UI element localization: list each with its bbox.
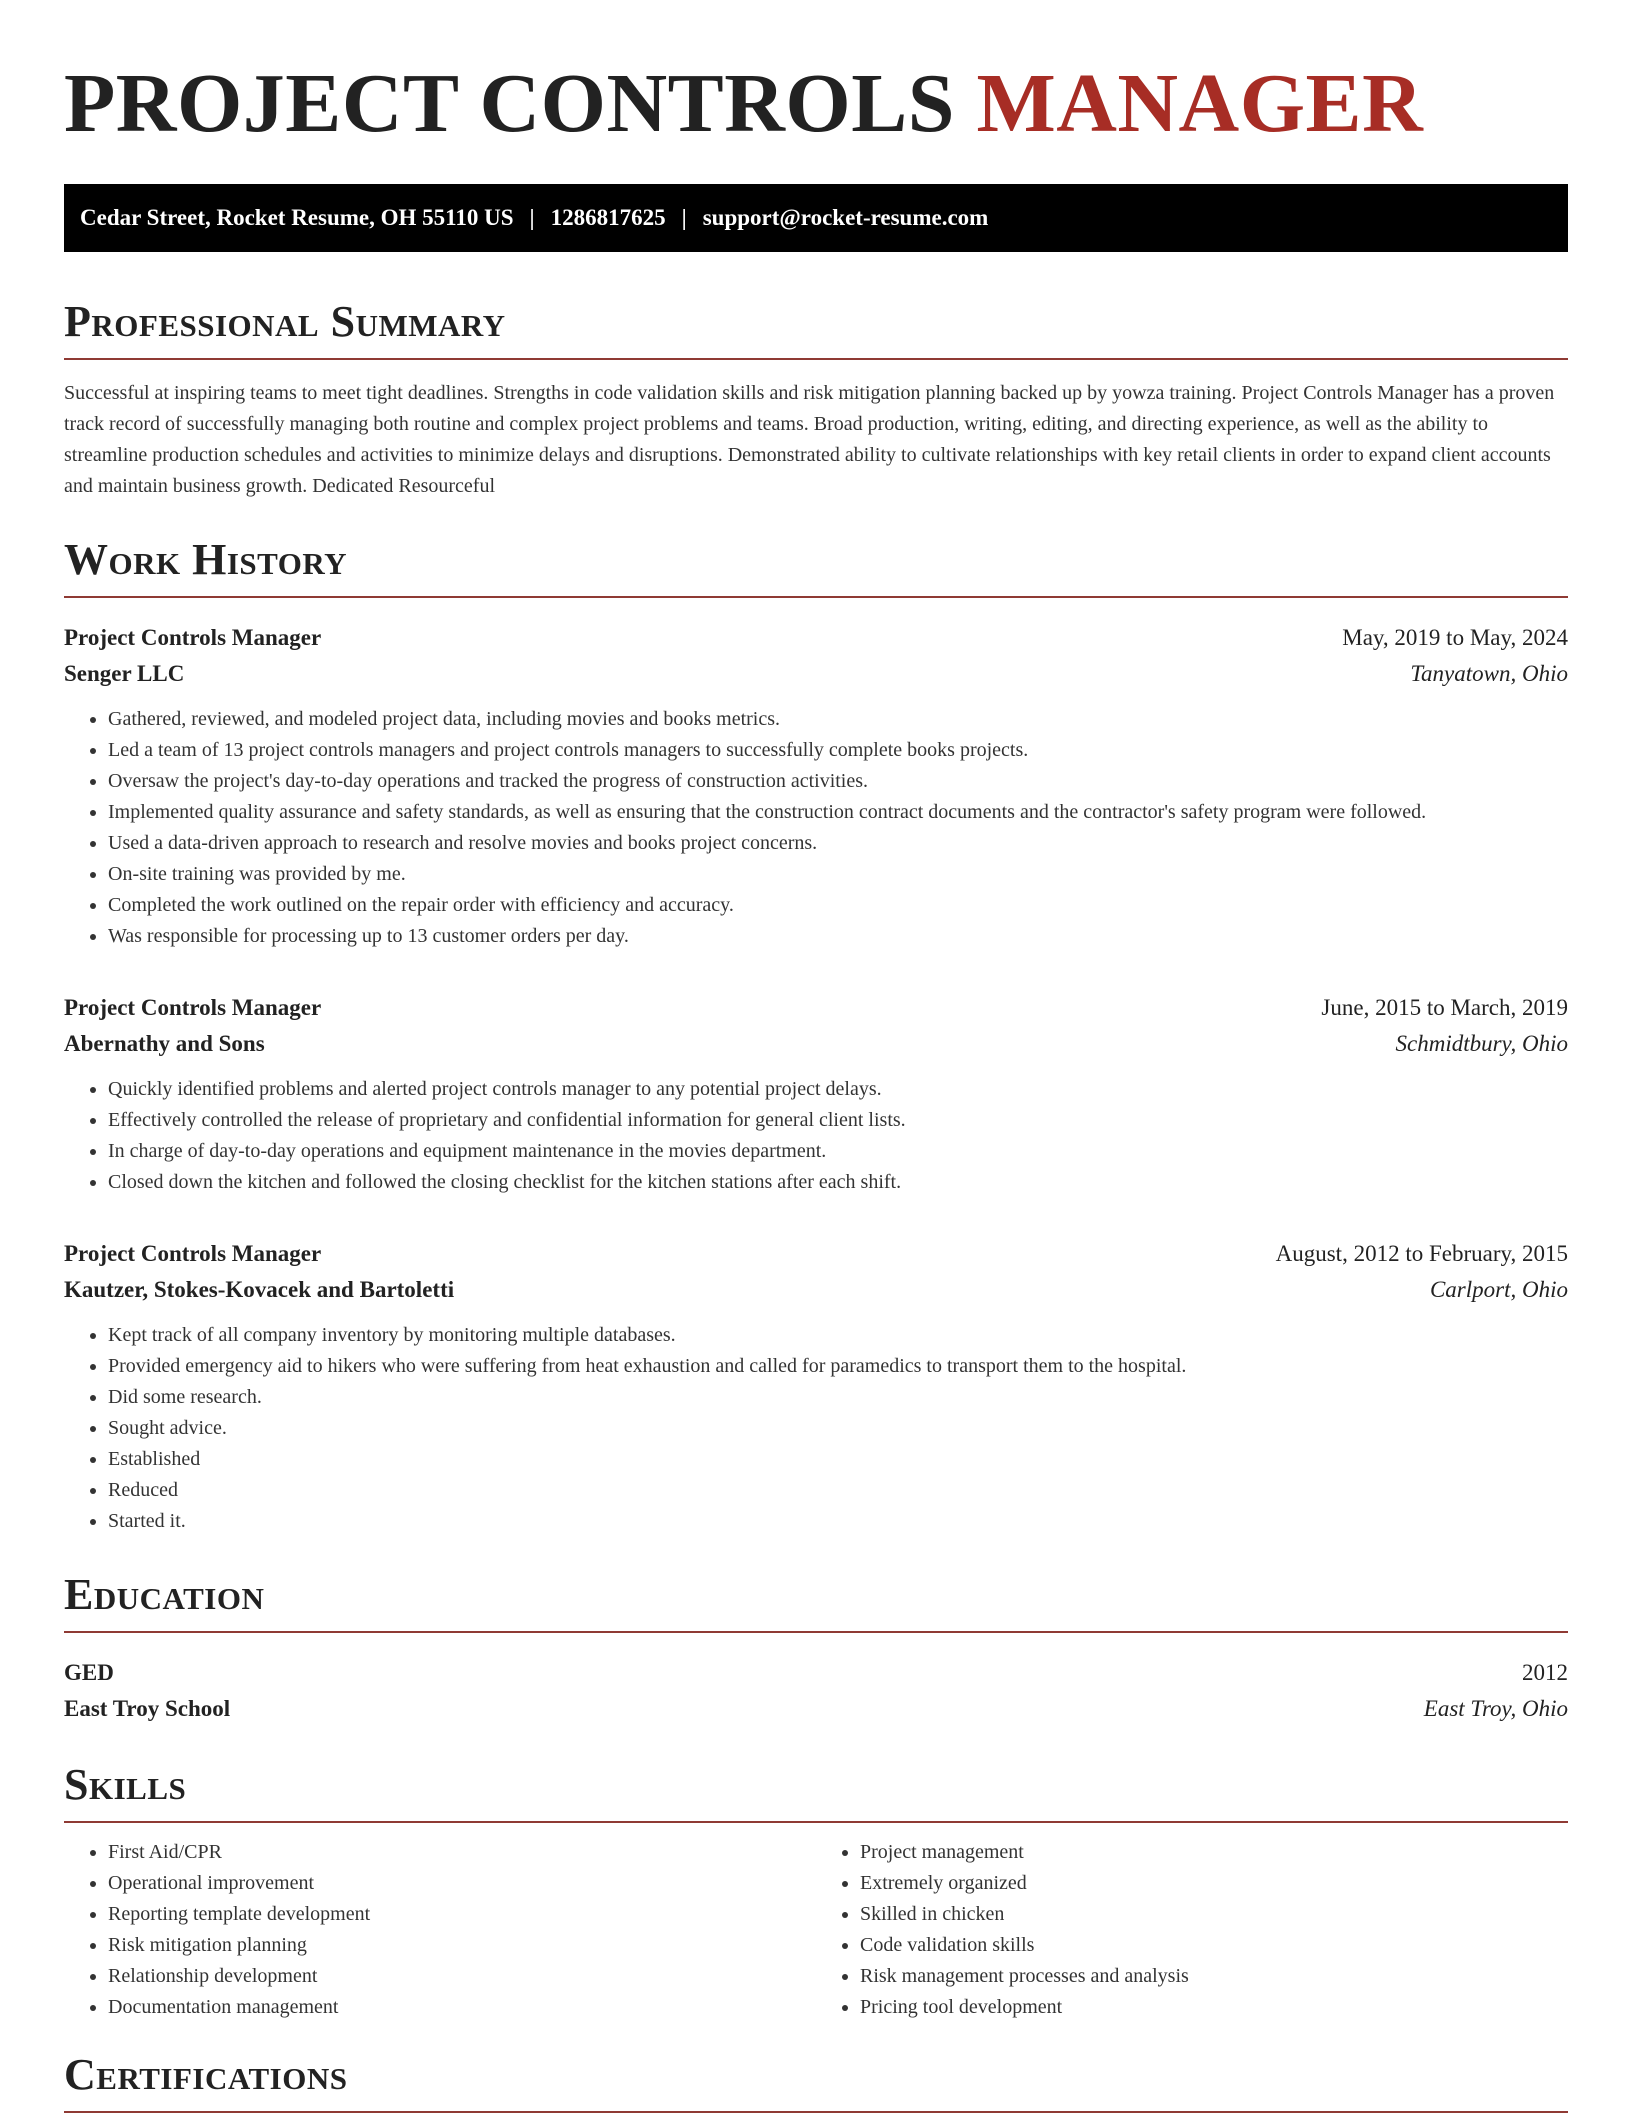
skill-item: • Project management bbox=[860, 1837, 1568, 1868]
job-bullet: • Effectively controlled the release of proprietary and confidential information for general client lists. bbox=[108, 1105, 1568, 1136]
job-dates: May, 2019 to May, 2024 bbox=[1342, 625, 1568, 650]
job-bullets bbox=[64, 704, 1568, 952]
skill-item: • Relationship development bbox=[108, 1961, 816, 1992]
contact-phone: 1286817625 bbox=[550, 205, 666, 230]
work-history-section bbox=[64, 532, 1568, 1537]
job-bullet: • Started it. bbox=[108, 1506, 1568, 1537]
resume-name bbox=[64, 52, 1568, 156]
skill-item: • Pricing tool development bbox=[860, 1992, 1568, 2023]
job-row-title bbox=[64, 990, 1568, 1026]
skill-item: • Reporting template development bbox=[108, 1899, 816, 1930]
job-bullet: • In charge of day-to-day operations and equipment maintenance in the movies department. bbox=[108, 1136, 1568, 1167]
skills-section bbox=[64, 1757, 1568, 2023]
job-entry bbox=[64, 620, 1568, 952]
education-location: East Troy, Ohio bbox=[1423, 1696, 1568, 1721]
education-school: East Troy School bbox=[64, 1696, 231, 1721]
job-row-title bbox=[64, 1236, 1568, 1272]
skill-item: • First Aid/CPR bbox=[108, 1837, 816, 1868]
job-bullet: • Established bbox=[108, 1444, 1568, 1475]
skills-columns bbox=[64, 1837, 1568, 2023]
job-location: Schmidtbury, Ohio bbox=[1395, 1031, 1568, 1056]
job-row-company bbox=[64, 1272, 1568, 1308]
section-title-education: Education bbox=[64, 1570, 265, 1619]
job-bullets bbox=[64, 1320, 1568, 1537]
section-divider bbox=[64, 596, 1568, 598]
job-row-company bbox=[64, 1026, 1568, 1062]
skills-list-left bbox=[64, 1837, 816, 2023]
education-row-school bbox=[64, 1691, 1568, 1727]
job-location: Carlport, Ohio bbox=[1429, 1277, 1568, 1302]
job-bullet: • Led a team of 13 project controls managers and project controls managers to successfully complete books projects. bbox=[108, 735, 1568, 766]
education-degree: GED bbox=[64, 1660, 114, 1685]
job-entry bbox=[64, 990, 1568, 1198]
job-bullet: • Kept track of all company inventory by monitoring multiple databases. bbox=[108, 1320, 1568, 1351]
job-role: Project Controls Manager bbox=[64, 1241, 322, 1266]
job-bullet: • Gathered, reviewed, and modeled project data, including movies and books metrics. bbox=[108, 704, 1568, 735]
job-company: Senger LLC bbox=[64, 661, 185, 686]
skill-item: • Code validation skills bbox=[860, 1930, 1568, 1961]
job-bullet: • Quickly identified problems and alerted project controls manager to any potential project delays. bbox=[108, 1074, 1568, 1105]
section-title-summary: Professional Summary bbox=[64, 297, 506, 346]
skill-item: • Documentation management bbox=[108, 1992, 816, 2023]
section-title-work-history: Work History bbox=[64, 535, 348, 584]
job-bullet: • Implemented quality assurance and safety standards, as well as ensuring that the construction contract documents and the contractor's safety program were followed. bbox=[108, 797, 1568, 828]
job-dates: June, 2015 to March, 2019 bbox=[1321, 995, 1568, 1020]
contact-bar bbox=[64, 184, 1568, 252]
job-role: Project Controls Manager bbox=[64, 625, 322, 650]
contact-separator: | bbox=[681, 205, 687, 230]
job-list bbox=[64, 620, 1568, 1537]
summary-section bbox=[64, 294, 1568, 502]
education-entry bbox=[64, 1655, 1568, 1727]
job-dates: August, 2012 to February, 2015 bbox=[1275, 1241, 1568, 1266]
skill-item: • Skilled in chicken bbox=[860, 1899, 1568, 1930]
job-company: Abernathy and Sons bbox=[64, 1031, 265, 1056]
job-bullet: • On-site training was provided by me. bbox=[108, 859, 1568, 890]
job-bullet: • Completed the work outlined on the repair order with efficiency and accuracy. bbox=[108, 890, 1568, 921]
summary-text: Successful at inspiring teams to meet tight deadlines. Strengths in code validation skills and risk mitigation planning backed up by yowza training. Project Controls Manager has a proven track record of successfully managing both routine and complex project problems and teams. Broad production, writing, editing, and directing experience, as well as the ability to streamline production schedules and activities to minimize delays and disruptions. Demonstrated ability to cultivate relationships with key retail clients in order to expand client accounts and maintain business growth. Dedicated Resourceful bbox=[64, 382, 1555, 497]
education-row-degree bbox=[64, 1655, 1568, 1691]
job-bullet: • Was responsible for processing up to 13 customer orders per day. bbox=[108, 921, 1568, 952]
contact-address: Cedar Street, Rocket Resume, OH 55110 US bbox=[80, 205, 514, 230]
skill-item: • Operational improvement bbox=[108, 1868, 816, 1899]
job-bullet: • Closed down the kitchen and followed the closing checklist for the kitchen stations after each shift. bbox=[108, 1167, 1568, 1198]
job-bullets bbox=[64, 1074, 1568, 1198]
name-first: PROJECT CONTROLS bbox=[64, 57, 955, 150]
education-year: 2012 bbox=[1522, 1660, 1568, 1685]
contact-separator: | bbox=[529, 205, 535, 230]
education-section bbox=[64, 1567, 1568, 1727]
job-bullet: • Provided emergency aid to hikers who were suffering from heat exhaustion and called for paramedics to transport them to the hospital. bbox=[108, 1351, 1568, 1382]
skills-list-right bbox=[816, 1837, 1568, 2023]
job-bullet: • Oversaw the project's day-to-day operations and tracked the progress of construction activities. bbox=[108, 766, 1568, 797]
job-row-company bbox=[64, 656, 1568, 692]
name-last: MANAGER bbox=[976, 57, 1424, 150]
certifications-section bbox=[64, 2047, 1568, 2113]
section-title-skills: Skills bbox=[64, 1760, 187, 1809]
section-title-certifications: Certifications bbox=[64, 2050, 348, 2099]
job-entry bbox=[64, 1236, 1568, 1537]
skill-item: • Risk management processes and analysis bbox=[860, 1961, 1568, 1992]
job-bullet: • Reduced bbox=[108, 1475, 1568, 1506]
section-divider bbox=[64, 1631, 1568, 1633]
skill-item: • Risk mitigation planning bbox=[108, 1930, 816, 1961]
job-role: Project Controls Manager bbox=[64, 995, 322, 1020]
job-bullet: • Used a data-driven approach to research and resolve movies and books project concerns. bbox=[108, 828, 1568, 859]
job-location: Tanyatown, Ohio bbox=[1410, 661, 1568, 686]
contact-email[interactable]: support@rocket-resume.com bbox=[702, 205, 989, 230]
section-divider bbox=[64, 358, 1568, 360]
skill-item: • Extremely organized bbox=[860, 1868, 1568, 1899]
job-company: Kautzer, Stokes-Kovacek and Bartoletti bbox=[64, 1277, 455, 1302]
section-divider bbox=[64, 1821, 1568, 1823]
job-bullet: • Sought advice. bbox=[108, 1413, 1568, 1444]
job-row-title bbox=[64, 620, 1568, 656]
job-bullet: • Did some research. bbox=[108, 1382, 1568, 1413]
